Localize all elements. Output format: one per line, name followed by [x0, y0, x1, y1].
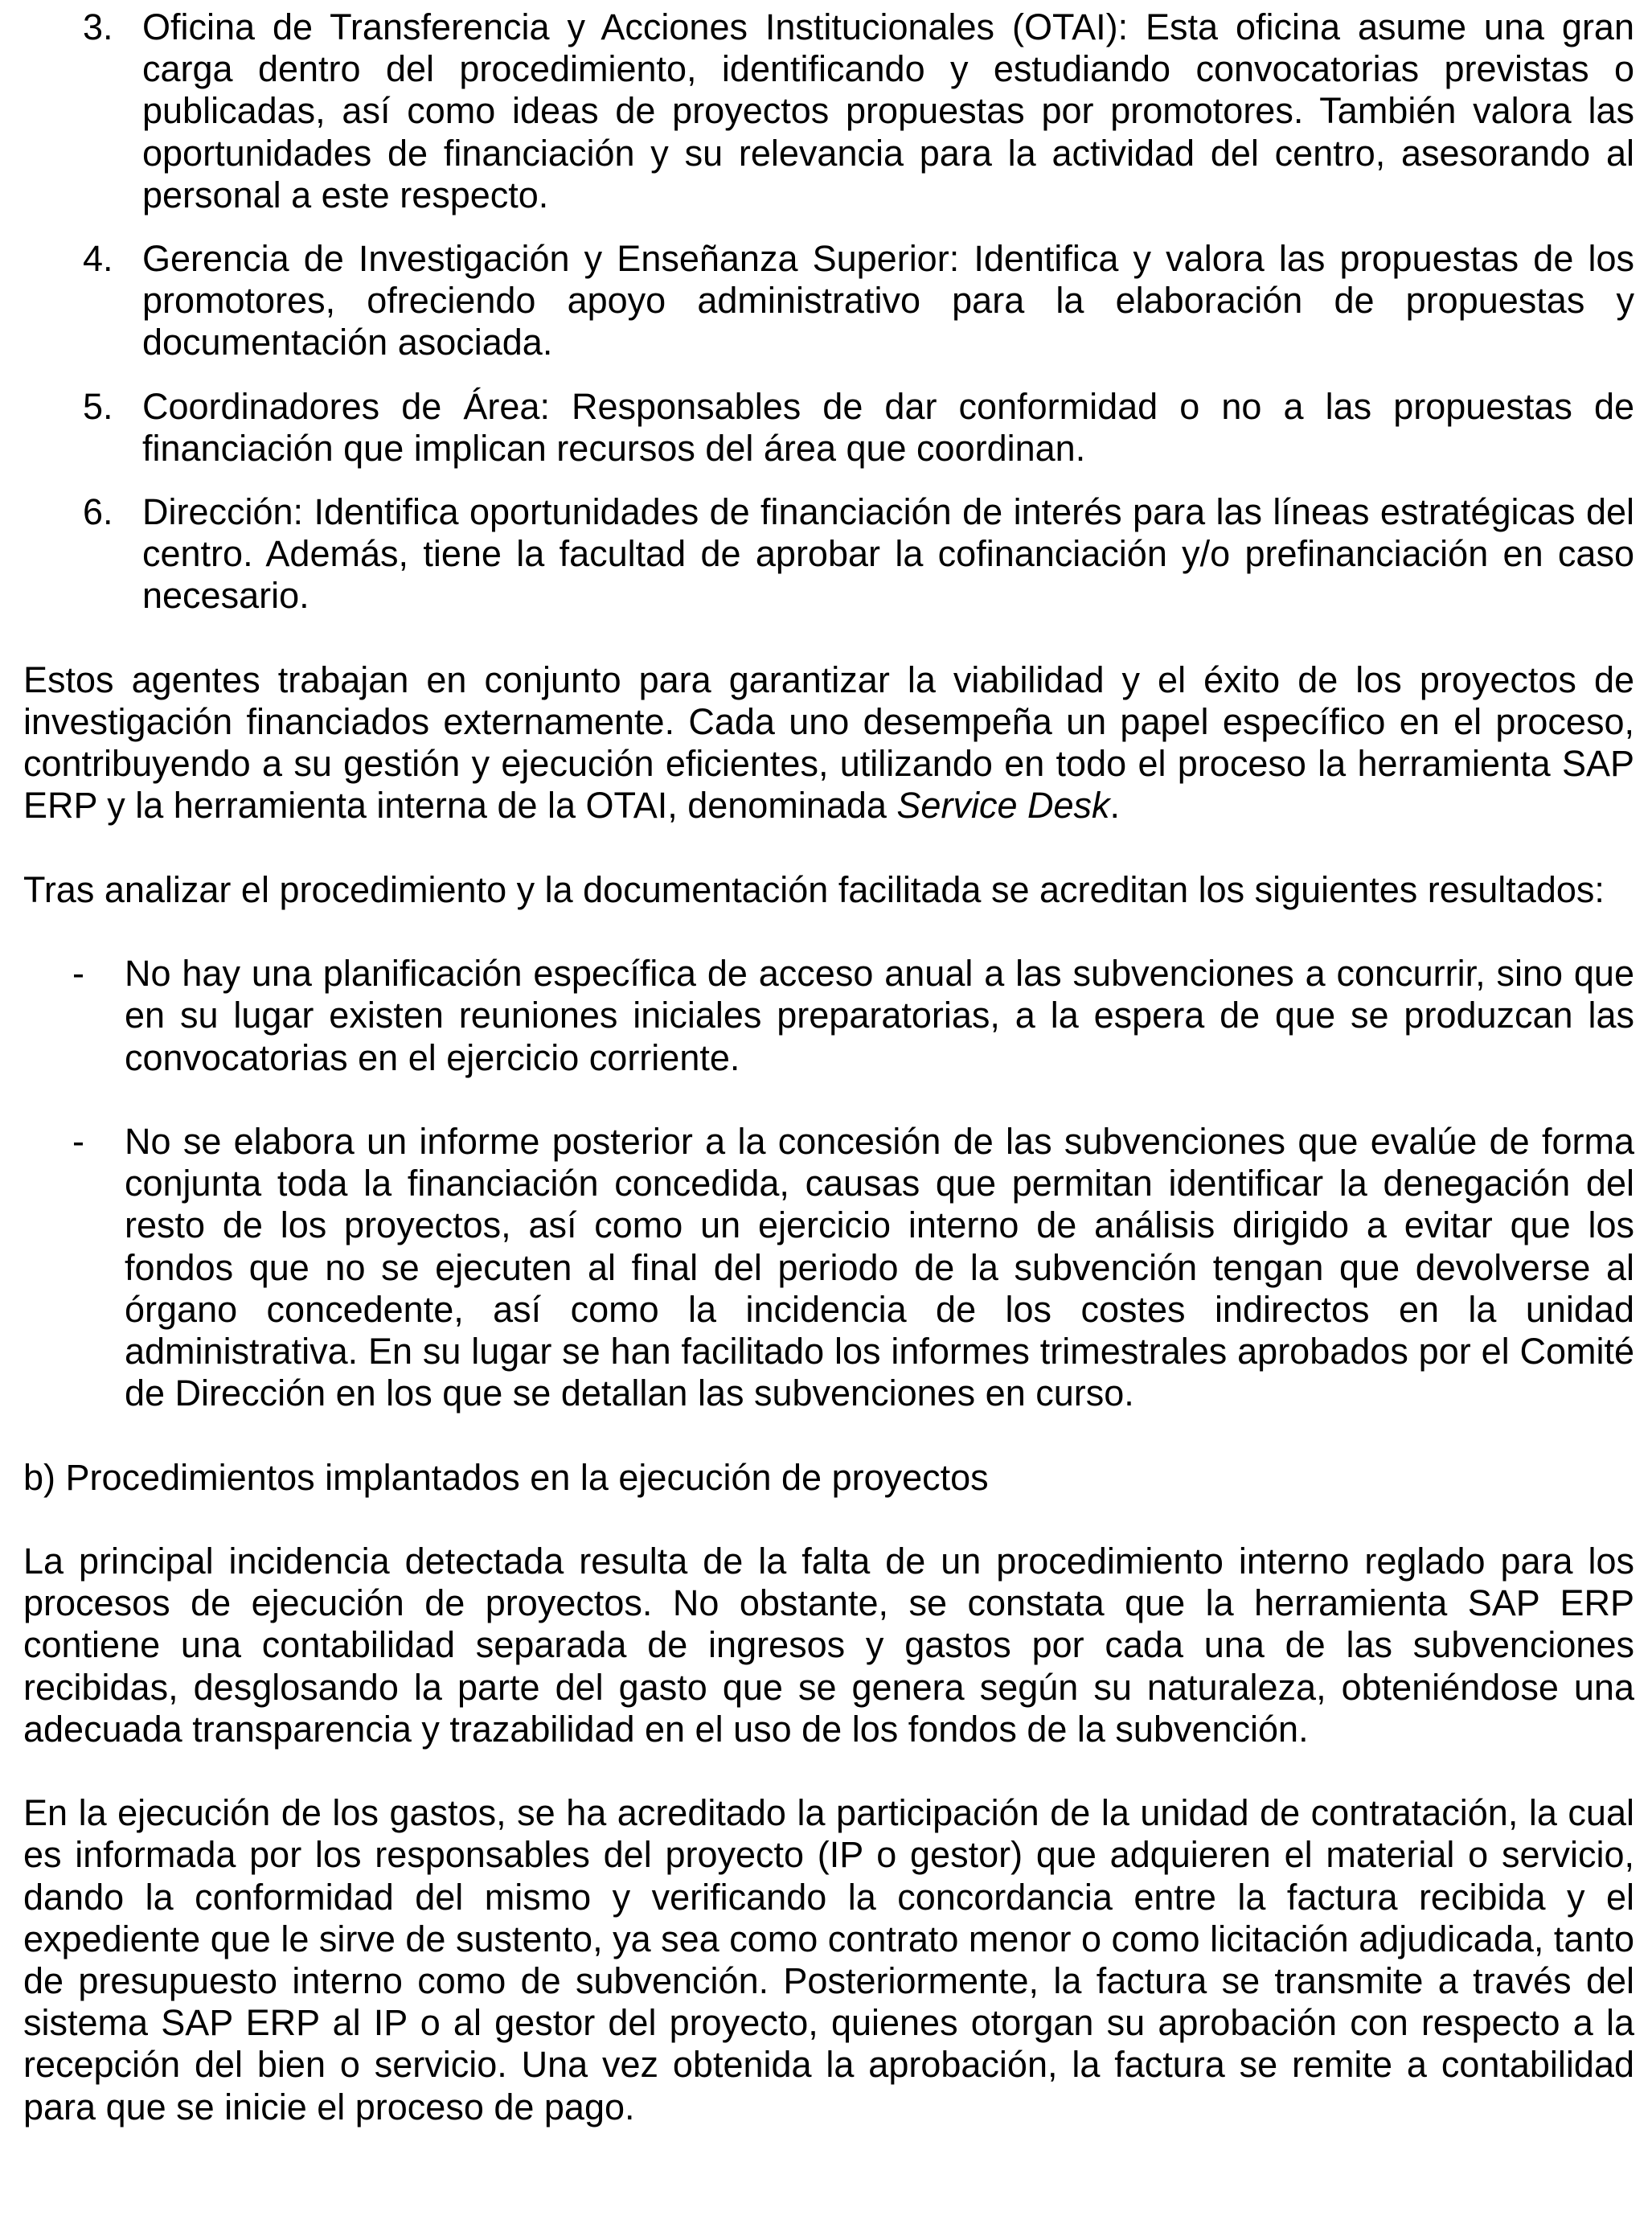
list-item-result-1 [23, 953, 1634, 1079]
section-b-heading: b) Procedimientos implantados en la ejecución de proyectos [23, 1456, 989, 1498]
service-desk-term: Service Desk [896, 785, 1110, 827]
paragraph-agents-summary [23, 659, 1634, 827]
list-item-result-2 [23, 1121, 1634, 1414]
paragraph-expense-execution: En la ejecución de los gastos, se ha acreditado la participación de la unidad de contratación, la cual es informada por los responsables del proyecto (IP o gestor) que adquieren el material o servicio, dando la conformidad del mismo y verificando la concordancia entre la factura recibida y el expediente que le sirve de sustento, ya sea como contrato menor o como licitación adjudicada, tanto de presupuesto interno como de subvención. Posteriormente, la factura se transmite a través del sistema SAP ERP al IP o al gestor del proyecto, quienes otorgan su aprobación con respecto a la recepción del bien o servicio. Una vez obtenida la aprobación, la factura se remite a contabilidad para que se inicie el proceso de pago. [23, 1792, 1634, 2127]
list-item-agent-4 [23, 238, 1634, 364]
paragraph-main-incidence: La principal incidencia detectada resulta de la falta de un procedimiento interno reglado para los procesos de ejecución de proyectos. No obstante, se constata que la herramienta SAP ERP contiene una contabilidad separada de ingresos y gastos por cada una de las subvenciones recibidas, desglosando la parte del gasto que se genera según su naturaleza, obteniéndose una adecuada transparencia y trazabilidad en el uso de los fondos de la subvención. [23, 1541, 1634, 1750]
list-item-text: No hay una planificación específica de acceso anual a las subvenciones a concurrir, sino que en su lugar existen reuniones iniciales preparatorias, a la espera de que se produzcan las convocatorias en el ejercicio corriente. [125, 953, 1634, 1078]
list-item-text: Dirección: Identifica oportunidades de financiación de interés para las líneas estratégicas del centro. Además, tiene la facultad de aprobar la cofinanciación y/o prefinanciación en caso necesario. [142, 491, 1634, 617]
paragraph-results-intro: Tras analizar el procedimiento y la documentación facilitada se acreditan los siguientes resultados: [23, 868, 1605, 910]
list-number: 6. [83, 491, 113, 533]
document-page [23, 6, 1634, 2170]
list-item-agent-6 [23, 491, 1634, 618]
list-number: 3. [83, 6, 113, 47]
paragraph-text-end: . [1109, 785, 1121, 827]
paragraph-text: Estos agentes trabajan en conjunto para garantizar la viabilidad y el éxito de los proyectos de investigación financiados externamente. Cada uno desempeña un papel específico en el proceso, contribuyendo a su gestión y ejecución eficientes, utilizando en todo el proceso la herramienta SAP ERP y la herramienta interna de la OTAI, denominada [23, 659, 1634, 827]
list-item-agent-3 [23, 6, 1634, 216]
list-item-text: Coordinadores de Área: Responsables de dar conformidad o no a las propuestas de financiación que implican recursos del área que coordinan. [142, 385, 1634, 469]
list-item-text: No se elabora un informe posterior a la concesión de las subvenciones que evalúe de forma conjunta toda la financiación concedida, causas que permitan identificar la denegación del resto de los proyectos, así como un ejercicio interno de análisis dirigido a evitar que los fondos que no se ejecuten al final del periodo de la subvención tengan que devolverse al órgano concedente, así como la incidencia de los costes indirectos en la unidad administrativa. En su lugar se han facilitado los informes trimestrales aprobados por el Comité de Dirección en los que se detallan las subvenciones en curso. [125, 1121, 1634, 1414]
list-number: 4. [83, 238, 113, 280]
results-dash-list [23, 953, 1634, 1414]
agents-numbered-list [23, 6, 1634, 618]
list-item-text: Oficina de Transferencia y Acciones Institucionales (OTAI): Esta oficina asume una gran carga dentro del procedimiento, identificando y estudiando convocatorias previstas o publicadas, así como ideas de proyectos propuestas por promotores. También valora las oportunidades de financiación y su relevancia para la actividad del centro, asesorando al personal a este respecto. [142, 6, 1634, 215]
list-item-agent-5 [23, 386, 1634, 470]
dash-bullet: - [72, 1121, 84, 1163]
dash-bullet: - [72, 953, 84, 995]
list-number: 5. [83, 385, 113, 427]
list-item-text: Gerencia de Investigación y Enseñanza Superior: Identifica y valora las propuestas de los promotores, ofreciendo apoyo administrativo para la elaboración de propuestas y documentación asociada. [142, 238, 1634, 363]
